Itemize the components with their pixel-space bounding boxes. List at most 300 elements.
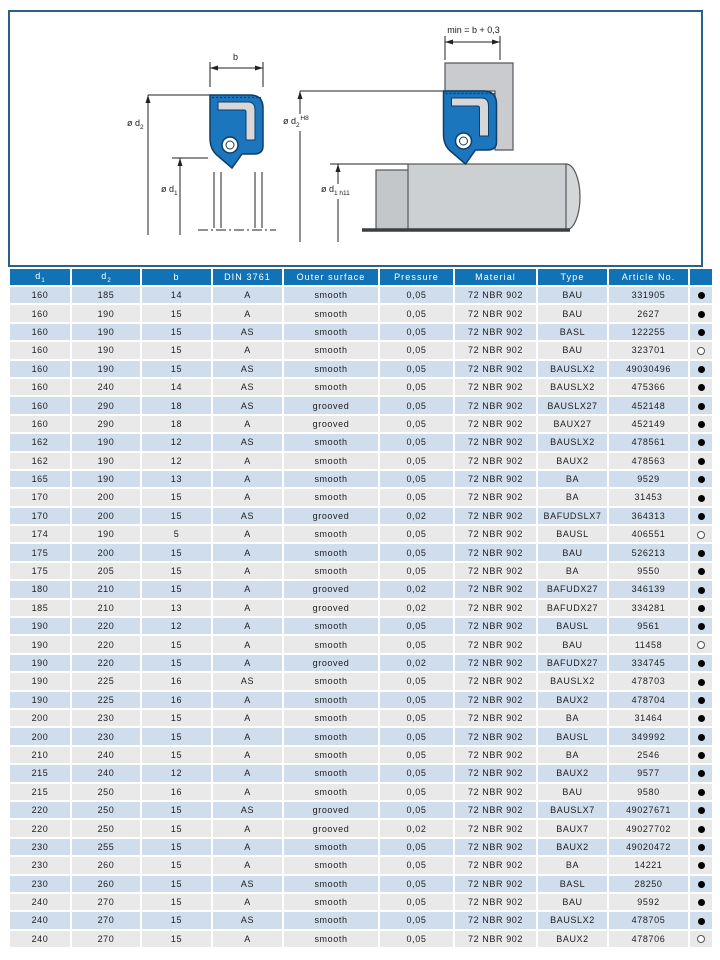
cell-din: A <box>212 764 283 782</box>
cell-outer-surface: smooth <box>283 433 379 451</box>
cell-b: 15 <box>141 709 212 727</box>
availability-dot <box>698 366 705 373</box>
cell-type: BAUX2 <box>537 930 608 948</box>
cell-type: BAUX2 <box>537 452 608 470</box>
availability-dot <box>698 807 705 814</box>
cell-type: BAU <box>537 286 608 304</box>
cell-outer-surface: smooth <box>283 360 379 378</box>
availability-dot <box>698 476 705 483</box>
cell-article-no: 9577 <box>608 764 689 782</box>
availability-cell <box>689 433 713 451</box>
availability-cell <box>689 507 713 525</box>
cell-d2: 210 <box>71 599 141 617</box>
cell-din: A <box>212 286 283 304</box>
cell-din: AS <box>212 672 283 690</box>
cell-type: BAU <box>537 543 608 561</box>
cell-d2: 260 <box>71 875 141 893</box>
column-header: Material <box>454 268 537 286</box>
cell-d2: 270 <box>71 893 141 911</box>
cell-din: A <box>212 930 283 948</box>
cell-type: BASL <box>537 323 608 341</box>
availability-dot <box>698 311 705 318</box>
cell-type: BAU <box>537 635 608 653</box>
cell-b: 15 <box>141 838 212 856</box>
cell-d1: 240 <box>9 930 71 948</box>
cell-b: 12 <box>141 452 212 470</box>
cell-din: AS <box>212 433 283 451</box>
cell-material: 72 NBR 902 <box>454 727 537 745</box>
cell-pressure: 0,05 <box>379 562 454 580</box>
cell-type: BAUX2 <box>537 838 608 856</box>
dim-label-min: min = b + 0,3 <box>430 25 517 35</box>
cell-d2: 190 <box>71 525 141 543</box>
cell-b: 18 <box>141 396 212 414</box>
availability-dot <box>697 641 705 649</box>
cell-material: 72 NBR 902 <box>454 360 537 378</box>
dim-label-left-d2: ø $d_2$ <box>127 118 144 131</box>
table-row <box>9 691 713 709</box>
cell-d2: 210 <box>71 580 141 598</box>
cell-d1: 174 <box>9 525 71 543</box>
cell-d1: 160 <box>9 360 71 378</box>
cell-d1: 220 <box>9 819 71 837</box>
seal-profile <box>210 95 263 168</box>
cell-din: A <box>212 893 283 911</box>
table-row <box>9 709 713 727</box>
cell-d2: 200 <box>71 543 141 561</box>
column-header: $d_2$ <box>71 268 141 286</box>
cell-material: 72 NBR 902 <box>454 672 537 690</box>
cell-material: 72 NBR 902 <box>454 764 537 782</box>
cell-material: 72 NBR 902 <box>454 286 537 304</box>
cell-d2: 290 <box>71 415 141 433</box>
cell-d1: 215 <box>9 783 71 801</box>
cell-din: A <box>212 470 283 488</box>
availability-cell <box>689 801 713 819</box>
table-row <box>9 286 713 304</box>
cell-d1: 230 <box>9 856 71 874</box>
table-row <box>9 838 713 856</box>
availability-dot <box>697 347 705 355</box>
cell-b: 16 <box>141 691 212 709</box>
cell-b: 15 <box>141 893 212 911</box>
table-row <box>9 783 713 801</box>
column-header: Pressure <box>379 268 454 286</box>
cell-b: 12 <box>141 764 212 782</box>
cell-pressure: 0,05 <box>379 727 454 745</box>
table-header-row <box>9 268 713 286</box>
cell-b: 14 <box>141 286 212 304</box>
cell-b: 15 <box>141 360 212 378</box>
cell-d1: 160 <box>9 415 71 433</box>
cell-type: BAUSL <box>537 727 608 745</box>
cell-article-no: 11458 <box>608 635 689 653</box>
table-row <box>9 378 713 396</box>
cell-article-no: 9550 <box>608 562 689 580</box>
cell-din: A <box>212 488 283 506</box>
cell-d2: 200 <box>71 507 141 525</box>
cell-outer-surface: smooth <box>283 672 379 690</box>
cell-din: A <box>212 727 283 745</box>
table-row <box>9 801 713 819</box>
cell-d1: 190 <box>9 617 71 635</box>
availability-dot <box>698 421 705 428</box>
cell-pressure: 0,05 <box>379 360 454 378</box>
cell-din: A <box>212 838 283 856</box>
availability-cell <box>689 562 713 580</box>
cell-b: 18 <box>141 415 212 433</box>
cell-din: A <box>212 617 283 635</box>
availability-dot <box>698 826 705 833</box>
availability-cell <box>689 452 713 470</box>
cell-outer-surface: grooved <box>283 580 379 598</box>
cell-material: 72 NBR 902 <box>454 433 537 451</box>
cell-d1: 162 <box>9 452 71 470</box>
cell-pressure: 0,05 <box>379 323 454 341</box>
cell-d1: 160 <box>9 378 71 396</box>
cell-b: 15 <box>141 856 212 874</box>
cell-outer-surface: smooth <box>283 911 379 929</box>
seal-cross-section-drawing <box>10 12 701 263</box>
cell-material: 72 NBR 902 <box>454 911 537 929</box>
cell-pressure: 0,05 <box>379 838 454 856</box>
cell-material: 72 NBR 902 <box>454 856 537 874</box>
cell-din: A <box>212 304 283 322</box>
cell-material: 72 NBR 902 <box>454 323 537 341</box>
cell-outer-surface: smooth <box>283 764 379 782</box>
cell-material: 72 NBR 902 <box>454 691 537 709</box>
table-row <box>9 580 713 598</box>
cell-d1: 215 <box>9 764 71 782</box>
cell-pressure: 0,05 <box>379 433 454 451</box>
availability-cell <box>689 525 713 543</box>
cell-article-no: 49027702 <box>608 819 689 837</box>
cell-article-no: 334281 <box>608 599 689 617</box>
cell-pressure: 0,05 <box>379 452 454 470</box>
cell-d1: 175 <box>9 543 71 561</box>
availability-cell <box>689 691 713 709</box>
table-row <box>9 360 713 378</box>
cell-pressure: 0,05 <box>379 488 454 506</box>
availability-cell <box>689 543 713 561</box>
cell-b: 15 <box>141 727 212 745</box>
table-row <box>9 635 713 653</box>
dim-label-right-d2: ø $d_2$ $^{H8}$ <box>283 115 309 129</box>
cell-article-no: 452148 <box>608 396 689 414</box>
cell-article-no: 9529 <box>608 470 689 488</box>
cell-d1: 185 <box>9 599 71 617</box>
cell-outer-surface: grooved <box>283 415 379 433</box>
cell-d1: 162 <box>9 433 71 451</box>
cell-outer-surface: smooth <box>283 875 379 893</box>
cell-d1: 190 <box>9 691 71 709</box>
cell-d1: 190 <box>9 635 71 653</box>
cell-outer-surface: grooved <box>283 654 379 672</box>
cell-type: BAUSLX2 <box>537 378 608 396</box>
availability-cell <box>689 617 713 635</box>
table-row <box>9 507 713 525</box>
availability-cell <box>689 323 713 341</box>
availability-cell <box>689 819 713 837</box>
cell-d2: 225 <box>71 691 141 709</box>
cell-b: 15 <box>141 580 212 598</box>
cell-material: 72 NBR 902 <box>454 525 537 543</box>
cell-d2: 250 <box>71 783 141 801</box>
cell-article-no: 349992 <box>608 727 689 745</box>
cell-article-no: 334745 <box>608 654 689 672</box>
cell-d2: 205 <box>71 562 141 580</box>
cell-outer-surface: smooth <box>283 617 379 635</box>
cell-b: 16 <box>141 672 212 690</box>
cell-din: A <box>212 654 283 672</box>
cell-d1: 210 <box>9 746 71 764</box>
column-header: Outer surface <box>283 268 379 286</box>
availability-cell <box>689 599 713 617</box>
cell-d1: 240 <box>9 893 71 911</box>
cell-d1: 170 <box>9 488 71 506</box>
cell-article-no: 9561 <box>608 617 689 635</box>
table-row <box>9 930 713 948</box>
cell-d2: 260 <box>71 856 141 874</box>
cell-din: A <box>212 819 283 837</box>
cell-material: 72 NBR 902 <box>454 838 537 856</box>
cell-pressure: 0,05 <box>379 746 454 764</box>
cell-type: BA <box>537 856 608 874</box>
cell-d1: 190 <box>9 672 71 690</box>
cell-d2: 190 <box>71 304 141 322</box>
cell-b: 15 <box>141 543 212 561</box>
availability-cell <box>689 856 713 874</box>
cell-din: A <box>212 635 283 653</box>
cell-pressure: 0,05 <box>379 764 454 782</box>
cell-article-no: 526213 <box>608 543 689 561</box>
cell-din: AS <box>212 378 283 396</box>
cell-outer-surface: smooth <box>283 488 379 506</box>
cell-material: 72 NBR 902 <box>454 543 537 561</box>
availability-dot <box>698 844 705 851</box>
cell-type: BAUSLX2 <box>537 911 608 929</box>
cell-article-no: 49020472 <box>608 838 689 856</box>
availability-cell <box>689 783 713 801</box>
availability-dot <box>698 550 705 557</box>
cell-type: BA <box>537 470 608 488</box>
cell-d1: 230 <box>9 838 71 856</box>
cell-type: BAFUDX27 <box>537 599 608 617</box>
cell-article-no: 49030496 <box>608 360 689 378</box>
cell-article-no: 31453 <box>608 488 689 506</box>
cell-article-no: 478704 <box>608 691 689 709</box>
cell-pressure: 0,05 <box>379 617 454 635</box>
dim-label-right-d1: ø $d_{1 h11}$ <box>321 184 350 197</box>
cell-outer-surface: smooth <box>283 286 379 304</box>
cell-b: 15 <box>141 819 212 837</box>
cell-pressure: 0,05 <box>379 543 454 561</box>
cell-article-no: 9580 <box>608 783 689 801</box>
cell-d2: 250 <box>71 801 141 819</box>
cell-din: A <box>212 341 283 359</box>
cell-outer-surface: grooved <box>283 507 379 525</box>
cell-material: 72 NBR 902 <box>454 654 537 672</box>
cell-d2: 270 <box>71 930 141 948</box>
dim-label-left-d1: ø $d_1$ <box>161 184 178 197</box>
availability-cell <box>689 911 713 929</box>
table-row <box>9 727 713 745</box>
cell-type: BAU <box>537 893 608 911</box>
table-row <box>9 819 713 837</box>
cell-d1: 160 <box>9 341 71 359</box>
cell-article-no: 364313 <box>608 507 689 525</box>
cell-b: 16 <box>141 783 212 801</box>
cell-d2: 190 <box>71 360 141 378</box>
cell-d1: 240 <box>9 911 71 929</box>
availability-cell <box>689 746 713 764</box>
cell-pressure: 0,05 <box>379 341 454 359</box>
shaft <box>362 164 580 230</box>
cell-pressure: 0,05 <box>379 856 454 874</box>
cell-type: BAUX7 <box>537 819 608 837</box>
cell-outer-surface: grooved <box>283 599 379 617</box>
availability-cell <box>689 709 713 727</box>
cell-article-no: 478706 <box>608 930 689 948</box>
cell-article-no: 346139 <box>608 580 689 598</box>
cell-article-no: 122255 <box>608 323 689 341</box>
cell-d2: 240 <box>71 746 141 764</box>
cell-type: BAUX2 <box>537 691 608 709</box>
cell-pressure: 0,05 <box>379 635 454 653</box>
cell-din: A <box>212 562 283 580</box>
cell-pressure: 0,05 <box>379 875 454 893</box>
cell-material: 72 NBR 902 <box>454 801 537 819</box>
cell-pressure: 0,05 <box>379 911 454 929</box>
cell-type: BAU <box>537 304 608 322</box>
cell-d2: 290 <box>71 396 141 414</box>
cell-d2: 200 <box>71 488 141 506</box>
cell-type: BA <box>537 746 608 764</box>
cell-type: BAUSL <box>537 617 608 635</box>
cell-b: 15 <box>141 341 212 359</box>
availability-cell <box>689 654 713 672</box>
cell-type: BA <box>537 488 608 506</box>
table-row <box>9 433 713 451</box>
cell-din: AS <box>212 911 283 929</box>
cell-outer-surface: smooth <box>283 635 379 653</box>
cell-din: A <box>212 709 283 727</box>
cell-type: BASL <box>537 875 608 893</box>
availability-cell <box>689 304 713 322</box>
cell-d2: 270 <box>71 911 141 929</box>
cell-article-no: 9592 <box>608 893 689 911</box>
cell-pressure: 0,05 <box>379 396 454 414</box>
availability-cell <box>689 893 713 911</box>
column-header: Article No. <box>608 268 689 286</box>
cell-material: 72 NBR 902 <box>454 378 537 396</box>
cell-outer-surface: smooth <box>283 470 379 488</box>
cell-outer-surface: smooth <box>283 304 379 322</box>
availability-dot <box>698 899 705 906</box>
cell-outer-surface: smooth <box>283 378 379 396</box>
availability-cell <box>689 672 713 690</box>
cell-b: 5 <box>141 525 212 543</box>
table-row <box>9 304 713 322</box>
cell-d2: 185 <box>71 286 141 304</box>
cell-d2: 255 <box>71 838 141 856</box>
cell-type: BAUSLX7 <box>537 801 608 819</box>
availability-dot <box>698 789 705 796</box>
cell-material: 72 NBR 902 <box>454 304 537 322</box>
availability-dot <box>698 918 705 925</box>
availability-dot <box>698 439 705 446</box>
technical-drawing-frame <box>8 10 703 267</box>
cell-outer-surface: smooth <box>283 727 379 745</box>
cell-type: BAUSL <box>537 525 608 543</box>
cell-material: 72 NBR 902 <box>454 452 537 470</box>
cell-material: 72 NBR 902 <box>454 470 537 488</box>
cell-article-no: 452149 <box>608 415 689 433</box>
cell-b: 15 <box>141 323 212 341</box>
cell-din: A <box>212 580 283 598</box>
cell-b: 15 <box>141 507 212 525</box>
table-row <box>9 654 713 672</box>
availability-cell <box>689 360 713 378</box>
cell-outer-surface: smooth <box>283 562 379 580</box>
cell-d1: 175 <box>9 562 71 580</box>
cell-type: BAUSLX27 <box>537 396 608 414</box>
cell-outer-surface: smooth <box>283 746 379 764</box>
availability-dot <box>698 384 705 391</box>
availability-cell <box>689 341 713 359</box>
cell-outer-surface: smooth <box>283 543 379 561</box>
cell-article-no: 406551 <box>608 525 689 543</box>
cell-b: 14 <box>141 378 212 396</box>
cell-type: BAUSLX2 <box>537 360 608 378</box>
cell-d2: 230 <box>71 727 141 745</box>
column-header: Type <box>537 268 608 286</box>
availability-cell <box>689 488 713 506</box>
table-row <box>9 672 713 690</box>
cell-b: 15 <box>141 801 212 819</box>
cell-b: 15 <box>141 304 212 322</box>
cell-article-no: 478703 <box>608 672 689 690</box>
table-row <box>9 562 713 580</box>
cell-din: A <box>212 691 283 709</box>
cell-material: 72 NBR 902 <box>454 341 537 359</box>
table-row <box>9 746 713 764</box>
cell-d2: 190 <box>71 470 141 488</box>
cell-d1: 200 <box>9 709 71 727</box>
cell-pressure: 0,05 <box>379 930 454 948</box>
table-row <box>9 599 713 617</box>
availability-dot <box>698 587 705 594</box>
cell-b: 15 <box>141 911 212 929</box>
cell-d1: 160 <box>9 323 71 341</box>
cell-material: 72 NBR 902 <box>454 415 537 433</box>
cell-type: BAUSLX2 <box>537 672 608 690</box>
cell-pressure: 0,05 <box>379 470 454 488</box>
cell-type: BA <box>537 709 608 727</box>
cell-d1: 180 <box>9 580 71 598</box>
cell-material: 72 NBR 902 <box>454 783 537 801</box>
cell-article-no: 28250 <box>608 875 689 893</box>
table-row <box>9 875 713 893</box>
cell-b: 15 <box>141 654 212 672</box>
availability-dot <box>698 734 705 741</box>
cell-din: A <box>212 543 283 561</box>
cell-material: 72 NBR 902 <box>454 396 537 414</box>
availability-cell <box>689 764 713 782</box>
cell-article-no: 478705 <box>608 911 689 929</box>
cell-b: 15 <box>141 930 212 948</box>
cell-outer-surface: smooth <box>283 930 379 948</box>
